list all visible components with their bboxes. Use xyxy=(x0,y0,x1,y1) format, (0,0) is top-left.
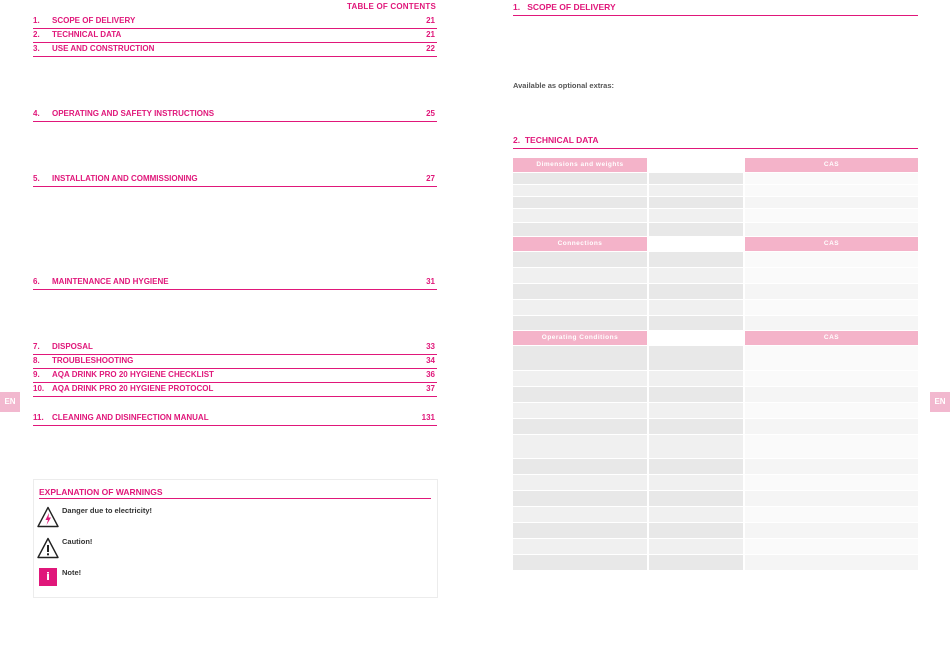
toc-item-number: 6. xyxy=(33,277,40,286)
toc-item-title: MAINTENANCE AND HYGIENE xyxy=(52,277,169,286)
toc-item-page: 33 xyxy=(426,342,435,351)
toc-item-page: 36 xyxy=(426,370,435,379)
table-row xyxy=(513,209,918,222)
table-header-row xyxy=(513,237,918,251)
toc-item-page: 131 xyxy=(421,413,435,422)
toc-item-number: 3. xyxy=(33,44,40,53)
section-heading-scope xyxy=(513,2,918,16)
table-row xyxy=(513,491,918,506)
table-header-cell: Dimensions and weights xyxy=(513,158,647,172)
table-row xyxy=(513,300,918,315)
section-heading-technical-data xyxy=(513,135,918,149)
warning-text: Caution! xyxy=(62,537,93,546)
table-header-cell: CAS xyxy=(745,237,918,251)
toc-item-number: 2. xyxy=(33,30,40,39)
toc-item[interactable] xyxy=(33,42,437,57)
toc-item-title: CLEANING AND DISINFECTION MANUAL xyxy=(52,413,209,422)
section-title: SCOPE OF DELIVERY xyxy=(527,2,616,12)
toc-item[interactable] xyxy=(33,14,437,29)
table-header-cell-empty xyxy=(649,158,743,172)
section-number: 1. xyxy=(513,2,521,12)
toc-item-title: INSTALLATION AND COMMISSIONING xyxy=(52,174,198,183)
table-row xyxy=(513,252,918,267)
toc-item-page: 25 xyxy=(426,109,435,118)
optional-extras-label: Available as optional extras: xyxy=(513,81,615,90)
table-header-row xyxy=(513,331,918,345)
toc-item-number: 9. xyxy=(33,370,40,379)
table-row xyxy=(513,539,918,554)
toc-item-number: 8. xyxy=(33,356,40,365)
table-row xyxy=(513,419,918,434)
toc-item-title: SCOPE OF DELIVERY xyxy=(52,16,136,25)
table-row xyxy=(513,475,918,490)
toc-item-page: 22 xyxy=(426,44,435,53)
table-row xyxy=(513,316,918,330)
table-header-cell-empty xyxy=(649,331,743,345)
table-row xyxy=(513,555,918,570)
toc-item-title: TECHNICAL DATA xyxy=(52,30,122,39)
warnings-box xyxy=(33,479,438,598)
table-row xyxy=(513,523,918,538)
toc-header: TABLE OF CONTENTS xyxy=(346,2,436,11)
toc-item-title: AQA DRINK PRO 20 HYGIENE CHECKLIST xyxy=(52,370,214,379)
table-row xyxy=(513,387,918,402)
toc-item-number: 4. xyxy=(33,109,40,118)
toc-item-title: USE AND CONSTRUCTION xyxy=(52,44,155,53)
toc-item[interactable] xyxy=(33,368,437,383)
toc-item[interactable] xyxy=(33,107,437,122)
toc-item[interactable] xyxy=(33,382,437,397)
toc-item-number: 1. xyxy=(33,16,40,25)
table-header-row xyxy=(513,158,918,172)
toc-item-page: 34 xyxy=(426,356,435,365)
toc-item[interactable] xyxy=(33,172,437,187)
table-row xyxy=(513,268,918,283)
table-header-cell-empty xyxy=(649,237,743,251)
table-row xyxy=(513,284,918,299)
toc-item[interactable] xyxy=(33,28,437,43)
section-title: TECHNICAL DATA xyxy=(524,135,599,145)
toc-item-title: AQA DRINK PRO 20 HYGIENE PROTOCOL xyxy=(52,384,214,393)
warning-text: Note! xyxy=(62,568,82,577)
table-row xyxy=(513,459,918,474)
language-tab-right: EN xyxy=(930,392,950,412)
table-row xyxy=(513,223,918,236)
toc-item[interactable] xyxy=(33,354,437,369)
warning-text: Danger due to electricity! xyxy=(62,506,153,515)
table-row xyxy=(513,403,918,418)
toc-item-number: 7. xyxy=(33,342,40,351)
section-number: 2. xyxy=(513,135,521,145)
table-row xyxy=(513,507,918,522)
table-row xyxy=(513,185,918,196)
note-icon: i xyxy=(39,568,57,586)
table-row xyxy=(513,346,918,370)
toc-item-title: TROUBLESHOOTING xyxy=(52,356,134,365)
toc-item-number: 10. xyxy=(33,384,45,393)
toc-item-page: 21 xyxy=(426,16,435,25)
table-header-cell: Operating Conditions xyxy=(513,331,647,345)
table-row xyxy=(513,173,918,184)
table-row xyxy=(513,197,918,208)
toc-item-page: 21 xyxy=(426,30,435,39)
table-row xyxy=(513,371,918,386)
toc-item[interactable] xyxy=(33,411,437,426)
toc-item[interactable] xyxy=(33,275,437,290)
caution-icon xyxy=(37,537,59,559)
table-row xyxy=(513,435,918,458)
toc-item-page: 31 xyxy=(426,277,435,286)
toc-item[interactable] xyxy=(33,340,437,355)
table-header-cell: Connections xyxy=(513,237,647,251)
toc-item-number: 5. xyxy=(33,174,40,183)
electricity-warning-icon xyxy=(37,506,59,528)
table-header-cell: CAS xyxy=(745,158,918,172)
toc-item-title: OPERATING AND SAFETY INSTRUCTIONS xyxy=(52,109,215,118)
warnings-title: EXPLANATION OF WARNINGS xyxy=(39,487,431,499)
table-header-cell: CAS xyxy=(745,331,918,345)
language-tab-left: EN xyxy=(0,392,20,412)
toc-item-title: DISPOSAL xyxy=(52,342,93,351)
toc-item-page: 27 xyxy=(426,174,435,183)
toc-item-number: 11. xyxy=(33,413,44,422)
toc-item-page: 37 xyxy=(426,384,435,393)
